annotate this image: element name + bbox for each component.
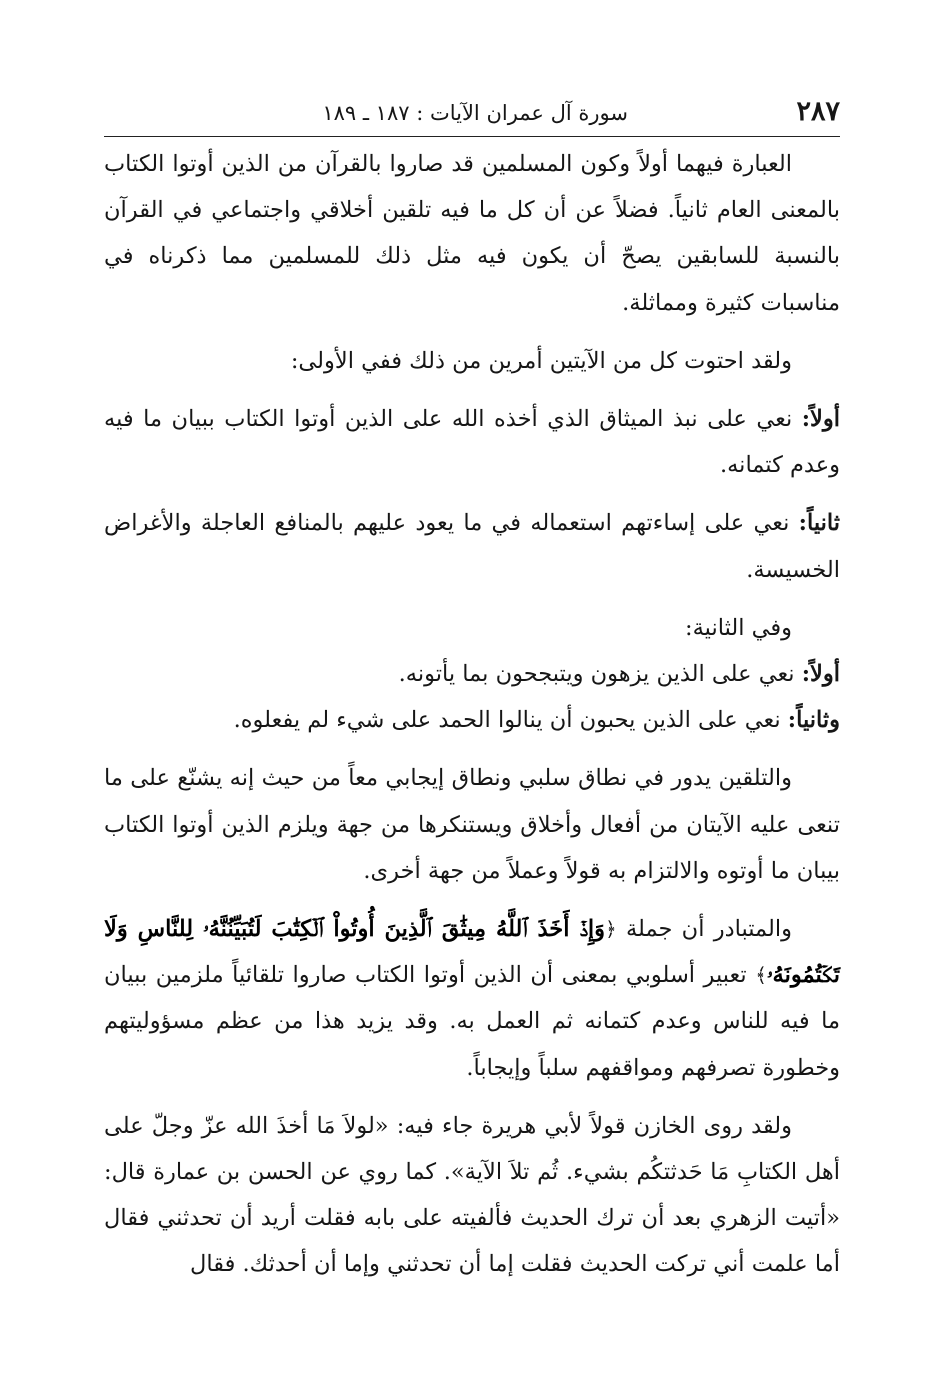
list-item-second: [104, 500, 840, 592]
item-text: نعي على إساءتهم استعماله في ما يعود عليهم بالمنافع العاجلة والأغراض الخسيسة.: [104, 510, 840, 583]
chapter-title: سورة آل عمران الآيات : ١٨٧ ـ ١٨٩: [322, 101, 628, 125]
paragraph-second-verse: [104, 605, 840, 651]
item-text: نعي على الذين يحبون أن ينالوا الحمد على شيء لم يفعلوه.: [233, 707, 788, 734]
paragraph-text: والمتبادر أن جملة: [616, 916, 792, 943]
paragraph-first-verse: [104, 338, 840, 384]
item-text: نعي على نبذ الميثاق الذي أخذه الله على الذين أوتوا الكتاب ببيان ما فيه وعدم كتمانه.: [104, 406, 840, 479]
item-label: ثانياً:: [798, 510, 840, 537]
item-label: أولاً:: [801, 406, 840, 433]
paragraph-intro: [104, 141, 840, 326]
list-item-first: [104, 396, 840, 488]
paragraph-text: والتلقين يدور في نطاق سلبي ونطاق إيجابي معاً من حيث إنه يشنّع على ما تنعى عليه الآيتان من أفعال وأخلاق ويستنكرها من جهة ويلزم الذين أوتوا الكتاب بيبان ما أوتوه والالتزام به قولاً وعملاً من جهة أخرى.: [104, 765, 840, 884]
list-item-second: [104, 697, 840, 743]
paragraph-text: العبارة فيهما أولاً وكون المسلمين قد صاروا بالقرآن من الذين أوتوا الكتاب بالمعنى العام ثانياً. فضلاً عن أن كل ما فيه تلقين أخلاقي واجتماعي في القرآن بالنسبة للسابقين يصحّ أن يكون فيه مثل ذلك للمسلمين مما ذكرناه في مناسبات كثيرة ومماثلة.: [104, 151, 840, 316]
page-number: ٢٨٧: [796, 96, 840, 127]
quran-brace-open: ﴿: [605, 917, 617, 942]
item-label: وثانياً:: [787, 707, 840, 734]
paragraph-guidance: [104, 755, 840, 894]
paragraph-text: ولقد احتوت كل من الآيتين أمرين من ذلك ففي الأولى:: [290, 347, 792, 374]
paragraph-text: ولقد روى الخازن قولاً لأبي هريرة جاء فيه: «لولاَ مَا أخذَ الله عزّ وجلّ على أهل الكتابِ مَا حَدثتكُم بشيء. ثُم تلاَ الآية». كما روي عن الحسن بن عمارة قال: «أتيت الزهري بعد أن ترك الحديث فألفيته على بابه فقلت أريد أن تحدثني فقال أما علمت أني تركت الحديث فقلت إما أن تحدثني وإما أن أحدثك. فقال: [104, 1112, 840, 1278]
list-item-first: [104, 651, 840, 697]
paragraph-quran-quote: [104, 906, 840, 1091]
paragraph-text: وفي الثانية:: [685, 614, 792, 641]
running-header: [104, 92, 840, 137]
quran-brace-close: ﴾: [755, 963, 767, 988]
body-text: [104, 141, 840, 1288]
item-label: أولاً:: [801, 661, 840, 688]
paragraph-narration: [104, 1103, 840, 1288]
item-text: نعي على الذين يزهون ويتبجحون بما يأتونه.: [398, 661, 802, 688]
paragraph-text: تعبير أسلوبي بمعنى أن الذين أوتوا الكتاب صاروا تلقائياً ملزمين ببيان ما فيه للناس وعدم كتمانه ثم العمل به. وقد يزيد هذا من عظم مسؤوليتهم وخطورة تصرفهم ومواقفهم سلباً وإيجاباً.: [104, 962, 840, 1081]
quran-verse: وَإِذۡ أَخَذَ ٱللَّهُ مِيثَٰقَ ٱلَّذِينَ أُوتُواْ ٱلۡكِتَٰبَ لَتُبَيِّنُنَّهُۥ لِلنَّاسِ وَلَا تَكۡتُمُونَهُۥ: [104, 916, 840, 989]
